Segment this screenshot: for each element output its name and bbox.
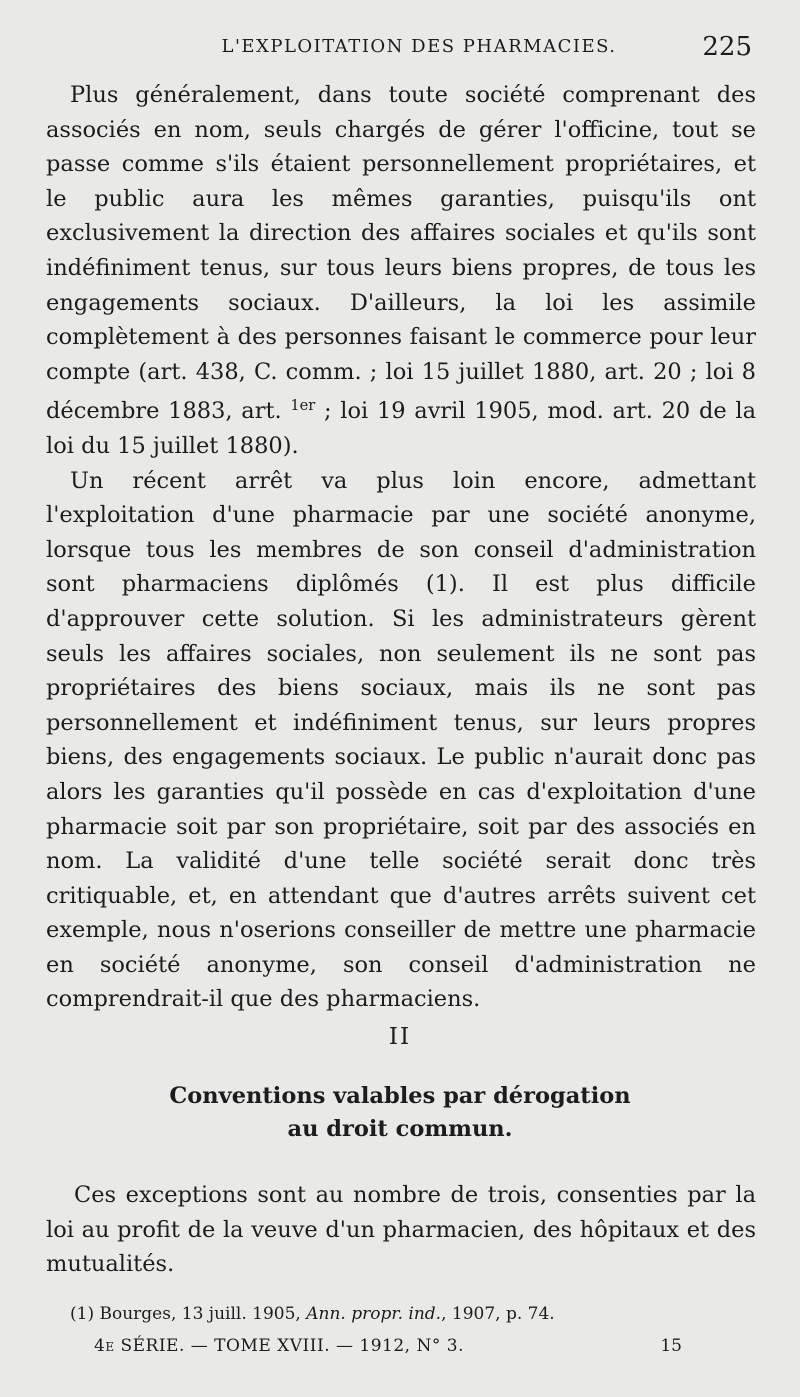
footnote-journal: Ann. propr. ind. [306, 1304, 442, 1324]
signature-text: 4e SÉRIE. — TOME XVIII. — 1912, N° 3. [94, 1336, 464, 1356]
section-title [0, 1080, 800, 1146]
section-title-line-2: au droit commun. [287, 1116, 513, 1142]
page-header [46, 32, 752, 66]
body-text [46, 78, 756, 1017]
section-title-line-1: Conventions valables par dérogation [169, 1083, 631, 1109]
printer-signature [94, 1336, 682, 1356]
section-number: II [388, 1024, 412, 1050]
paragraph-2: Un récent arrêt va plus loin encore, admettant l'exploitation d'une pharmacie par une société anonyme, lorsque tous les membres de son conseil d'administration sont pharmaciens diplômés (1). Il est plus difficile d'approuver cette solution. Si les administrateurs gèrent seuls les affaires sociales, non seulement ils ne sont pas propriétaires des biens sociaux, mais ils ne sont pas personnellement et indéfiniment tenus, sur leurs propres biens, des engagements sociaux. Le public n'aurait donc pas alors les garanties qu'il possède en cas d'exploitation d'une pharmacie soit par son propriétaire, soit par des associés en nom. La validité d'une telle société serait donc très critiquable, et, en attendant que d'autres arrêts suivent cet exemple, nous n'oserions conseiller de mettre une pharmacie en société anonyme, son conseil d'administration ne comprendrait-il que des pharmaciens. [46, 467, 756, 1013]
sheet-number: 15 [660, 1336, 682, 1356]
footnote-suffix: , 1907, p. 74. [441, 1304, 555, 1324]
paragraph-1-end: ; loi 19 avril 1905, mod. art. 20 de la loi du 15 juillet 1880). [46, 398, 756, 459]
superscript-premier: 1er [290, 397, 316, 415]
footnote-prefix: (1) Bourges, 13 juill. 1905, [70, 1304, 307, 1324]
section-text [46, 1178, 756, 1282]
running-title: L'EXPLOITATION DES PHARMACIES. [221, 36, 617, 57]
section-paragraph: Ces exceptions sont au nombre de trois, consenties par la loi au profit de la veuve d'un pharmacien, des hôpitaux et des mutualités. [46, 1182, 756, 1278]
paragraph-1 [46, 78, 756, 464]
page-number: 225 [702, 32, 752, 62]
paragraph-1-text: Plus généralement, dans toute société comprenant des associés en nom, seuls chargés de gérer l'officine, tout se passe comme s'ils étaient personnellement propriétaires, et le public aura les mêmes garanties, puisqu'ils ont exclusivement la direction des affaires sociales et qu'ils sont indéfiniment tenus, sur tous leurs biens propres, de tous les engagements sociaux. D'ailleurs, la loi les assimile complètement à des personnes faisant le commerce pour leur compte (art. 438, C. comm. ; loi 15 juillet 1880, art. 20 ; loi 8 décembre 1883, art. [46, 82, 756, 425]
footnote [70, 1304, 555, 1324]
